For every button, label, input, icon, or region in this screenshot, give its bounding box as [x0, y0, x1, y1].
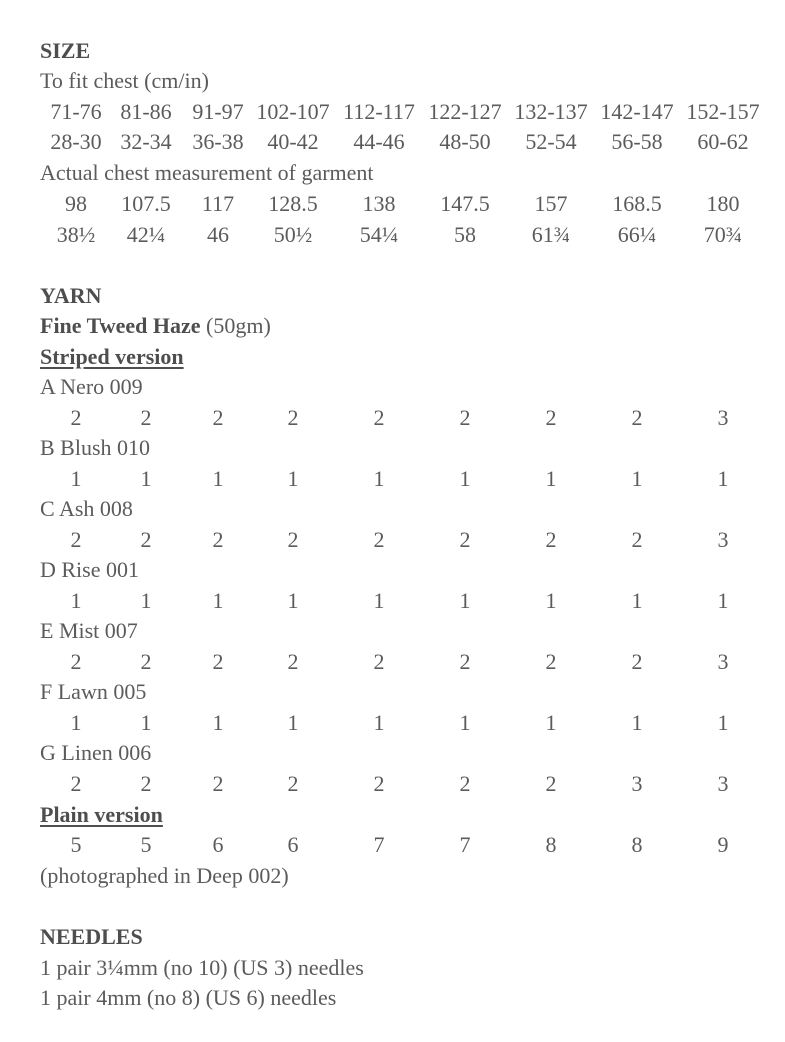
size-column-value: 1: [287, 466, 299, 491]
size-column-value: 122-127: [428, 99, 502, 124]
size-column-value: 147.5: [440, 191, 490, 216]
size-column-value: 107.5: [121, 191, 171, 216]
colour-values-g: [0, 771, 785, 797]
colour-label-d: D Rise 001: [40, 557, 139, 582]
needles-line-2: 1 pair 4mm (no 8) (US 6) needles: [40, 985, 337, 1010]
size-column-value: 2: [212, 405, 224, 430]
size-column-value: 157: [534, 191, 568, 216]
size-column-value: 1: [631, 710, 643, 735]
striped-version-heading: Striped version: [40, 344, 184, 369]
size-column-value: 2: [287, 405, 299, 430]
size-column-value: 3: [717, 405, 729, 430]
size-column-value: 46: [207, 222, 229, 247]
size-column-value: 132-137: [514, 99, 588, 124]
actual-chest-label: Actual chest measurement of garment: [40, 160, 374, 185]
size-column-value: 8: [545, 832, 557, 857]
size-column-value: 3: [631, 771, 643, 796]
size-column-value: 142-147: [600, 99, 674, 124]
size-column-value: 2: [631, 649, 643, 674]
size-column-value: 138: [362, 191, 396, 216]
size-column-value: 1: [631, 588, 643, 613]
size-column-value: 50½: [273, 222, 313, 247]
size-column-value: 1: [631, 466, 643, 491]
colour-values-b: [0, 466, 785, 492]
needles-heading: NEEDLES: [40, 924, 143, 949]
size-column-value: 168.5: [612, 191, 662, 216]
fit-chest-label: To fit chest (cm/in): [40, 68, 209, 93]
size-column-value: 1: [70, 466, 82, 491]
size-column-value: 3: [717, 771, 729, 796]
size-column-value: 102-107: [256, 99, 330, 124]
colour-label-a: A Nero 009: [40, 374, 143, 399]
size-column-value: 2: [545, 405, 557, 430]
size-column-value: 1: [459, 588, 471, 613]
size-column-value: 152-157: [686, 99, 760, 124]
colour-label-c: C Ash 008: [40, 496, 133, 521]
size-column-value: 1: [70, 588, 82, 613]
size-column-value: 28-30: [50, 129, 102, 154]
colour-label-g: G Linen 006: [40, 740, 152, 765]
size-column-value: 6: [212, 832, 224, 857]
actual-cm-row: [0, 191, 785, 217]
size-column-value: 60-62: [697, 129, 749, 154]
size-column-value: 38½: [56, 222, 96, 247]
size-column-value: 2: [545, 771, 557, 796]
size-column-value: 44-46: [353, 129, 405, 154]
size-column-value: 180: [706, 191, 740, 216]
size-column-value: 1: [70, 710, 82, 735]
size-column-value: 2: [287, 771, 299, 796]
size-column-value: 66¼: [617, 222, 657, 247]
colour-values-a: [0, 405, 785, 431]
colour-label-f: F Lawn 005: [40, 679, 147, 704]
needles-line-1: 1 pair 3¼mm (no 10) (US 3) needles: [40, 955, 364, 980]
plain-values: [0, 832, 785, 858]
yarn-heading: YARN: [40, 283, 102, 308]
size-column-value: 1: [373, 466, 385, 491]
size-column-value: 2: [287, 527, 299, 552]
size-column-value: 2: [140, 405, 152, 430]
size-column-value: 7: [459, 832, 471, 857]
size-column-value: 1: [717, 466, 729, 491]
size-column-value: 81-86: [120, 99, 172, 124]
size-column-value: 1: [717, 710, 729, 735]
size-column-value: 1: [212, 710, 224, 735]
size-column-value: 1: [140, 466, 152, 491]
colour-values-c: [0, 527, 785, 553]
size-column-value: 2: [212, 527, 224, 552]
size-column-value: 56-58: [611, 129, 663, 154]
size-column-value: 2: [70, 527, 82, 552]
fit-in-row: [0, 129, 785, 155]
size-column-value: 1: [212, 588, 224, 613]
size-column-value: 1: [140, 588, 152, 613]
size-column-value: 3: [717, 527, 729, 552]
size-column-value: 52-54: [525, 129, 577, 154]
size-column-value: 2: [459, 649, 471, 674]
size-column-value: 1: [459, 466, 471, 491]
size-column-value: 1: [545, 710, 557, 735]
size-column-value: 1: [373, 588, 385, 613]
size-column-value: 54¼: [359, 222, 399, 247]
size-column-value: 58: [454, 222, 476, 247]
size-column-value: 2: [631, 405, 643, 430]
size-column-value: 7: [373, 832, 385, 857]
size-column-value: 2: [70, 405, 82, 430]
size-column-value: 6: [287, 832, 299, 857]
actual-in-row: [0, 222, 785, 248]
size-column-value: 112-117: [343, 99, 415, 124]
size-column-value: 2: [373, 771, 385, 796]
size-column-value: 128.5: [268, 191, 318, 216]
size-column-value: 2: [140, 771, 152, 796]
size-column-value: 2: [70, 771, 82, 796]
size-column-value: 40-42: [267, 129, 319, 154]
size-column-value: 1: [545, 466, 557, 491]
size-column-value: 2: [287, 649, 299, 674]
size-column-value: 36-38: [192, 129, 244, 154]
size-column-value: 2: [140, 649, 152, 674]
size-column-value: 1: [717, 588, 729, 613]
size-column-value: 2: [140, 527, 152, 552]
size-heading: SIZE: [40, 38, 91, 63]
size-column-value: 117: [201, 191, 235, 216]
size-column-value: 2: [459, 405, 471, 430]
size-column-value: 91-97: [192, 99, 244, 124]
size-column-value: 70¾: [703, 222, 743, 247]
size-column-value: 9: [717, 832, 729, 857]
size-column-value: 2: [373, 527, 385, 552]
size-column-value: 2: [459, 771, 471, 796]
size-column-value: 1: [212, 466, 224, 491]
size-column-value: 48-50: [439, 129, 491, 154]
size-column-value: 1: [287, 710, 299, 735]
size-column-value: 2: [631, 527, 643, 552]
size-column-value: 2: [459, 527, 471, 552]
fit-cm-row: [0, 99, 785, 125]
colour-values-f: [0, 710, 785, 736]
size-column-value: 42¼: [126, 222, 166, 247]
colour-label-e: E Mist 007: [40, 618, 138, 643]
size-column-value: 2: [212, 771, 224, 796]
size-column-value: 2: [373, 649, 385, 674]
size-column-value: 98: [65, 191, 87, 216]
size-column-value: 1: [287, 588, 299, 613]
size-column-value: 61¾: [531, 222, 571, 247]
plain-version-heading: Plain version: [40, 802, 163, 827]
size-column-value: 3: [717, 649, 729, 674]
size-column-value: 5: [140, 832, 152, 857]
size-column-value: 5: [70, 832, 82, 857]
size-column-value: 71-76: [50, 99, 102, 124]
plain-note: (photographed in Deep 002): [40, 863, 289, 888]
size-column-value: 2: [545, 527, 557, 552]
size-column-value: 2: [373, 405, 385, 430]
yarn-name-line: [40, 313, 271, 339]
size-column-value: 2: [545, 649, 557, 674]
size-column-value: 1: [373, 710, 385, 735]
size-column-value: 2: [70, 649, 82, 674]
size-column-value: 1: [545, 588, 557, 613]
colour-label-b: B Blush 010: [40, 435, 151, 460]
size-column-value: 1: [459, 710, 471, 735]
size-column-value: 2: [212, 649, 224, 674]
colour-values-e: [0, 649, 785, 675]
yarn-weight: (50gm): [206, 313, 271, 338]
size-column-value: 1: [140, 710, 152, 735]
size-column-value: 32-34: [120, 129, 172, 154]
yarn-name: Fine Tweed Haze: [40, 313, 201, 338]
colour-values-d: [0, 588, 785, 614]
size-column-value: 8: [631, 832, 643, 857]
